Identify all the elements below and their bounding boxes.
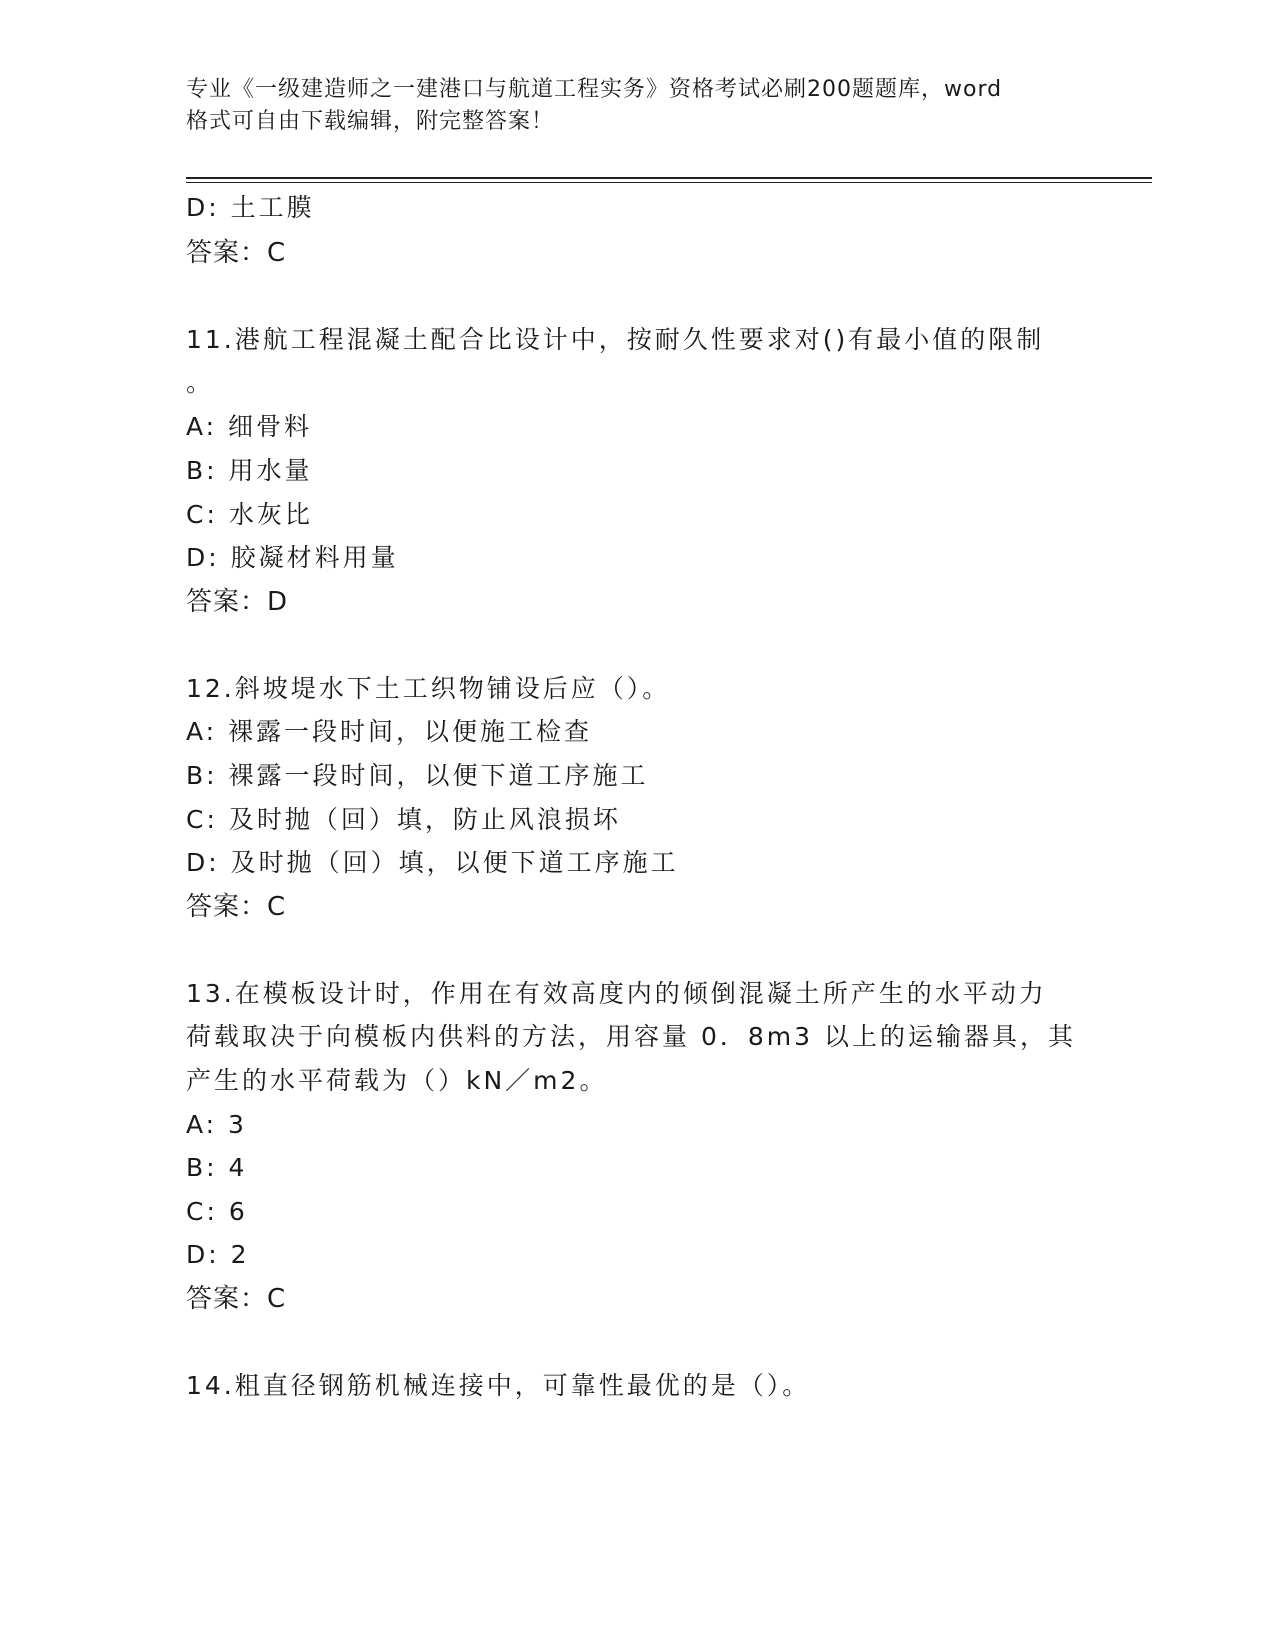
q12-stem-line-1: 12.斜坡堤水下土工织物铺设后应（）。 (186, 674, 671, 703)
q12-answer: 答案：C (186, 892, 287, 922)
document-header (186, 74, 1066, 138)
prev-answer: 答案：C (186, 238, 287, 268)
q11-stem-line-2: 。 (186, 368, 215, 397)
q13-stem-line-1: 13.在模板设计时，作用在有效高度内的倾倒混凝土所产生的水平动力 (186, 979, 1047, 1008)
q11-stem-line-1: 11.港航工程混凝土配合比设计中，按耐久性要求对()有最小值的限制 (186, 325, 1045, 354)
q11-option-b: B: 用水量 (186, 456, 313, 485)
q13-option-a: A: 3 (186, 1110, 247, 1139)
q11-answer: 答案：D (186, 587, 289, 617)
prev-option-d: D: 土工膜 (186, 193, 315, 222)
q13-stem-line-2: 荷载取决于向模板内供料的方法，用容量 0．8m3 以上的运输器具，其 (186, 1022, 1076, 1051)
header-line-1: 专业《一级建造师之一建港口与航道工程实务》资格考试必刷200题题库，word (186, 77, 1003, 102)
q13-option-c: C: 6 (186, 1197, 248, 1226)
q11-option-c: C: 水灰比 (186, 500, 313, 529)
q14-stem-line-1: 14.粗直径钢筋机械连接中，可靠性最优的是（）。 (186, 1371, 811, 1400)
q12-option-d: D: 及时抛（回）填，以便下道工序施工 (186, 848, 679, 877)
q11-option-d: D: 胶凝材料用量 (186, 543, 399, 572)
header-divider-thick (186, 177, 1152, 179)
q13-answer: 答案：C (186, 1284, 287, 1314)
q12-option-b: B: 裸露一段时间，以便下道工序施工 (186, 761, 649, 790)
q12-option-a: A: 裸露一段时间，以便施工检查 (186, 717, 593, 746)
header-divider-thin (186, 182, 1152, 183)
q13-option-d: D: 2 (186, 1240, 250, 1269)
header-line-2: 格式可自由下载编辑，附完整答案！ (186, 109, 555, 134)
q11-option-a: A: 细骨料 (186, 412, 313, 441)
q13-stem-line-3: 产生的水平荷载为（）kN／m2。 (186, 1066, 608, 1095)
q12-option-c: C: 及时抛（回）填，防止风浪损坏 (186, 805, 621, 834)
q13-option-b: B: 4 (186, 1153, 248, 1182)
